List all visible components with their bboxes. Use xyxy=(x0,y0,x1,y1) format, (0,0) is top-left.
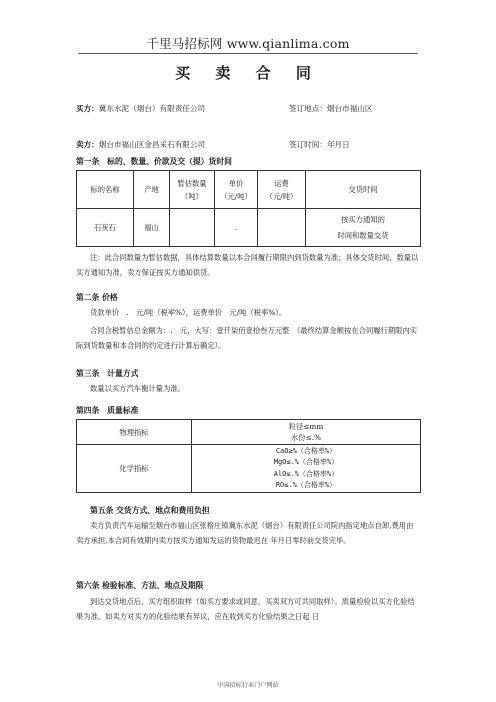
buyer-line xyxy=(76,103,205,114)
sign-time-label: 签订时间： xyxy=(289,140,327,149)
physical-index-particle: 粒径≤mm xyxy=(288,422,324,431)
col-freight-header-line1: 运费 xyxy=(274,178,289,188)
article-5-text: 卖方负责汽车运输至烟台市福山区张格庄镇冀东水泥（烟台）有限责任公司院内指定地点自卸,费用由卖方承担,本合同有效期内卖方按买方通知发运的货物最迟在 年月日零时前交货完毕。 xyxy=(76,521,414,545)
buyer-name: 冀东水泥（烟台）有限责任公司 xyxy=(98,104,206,113)
cell-delivery-time xyxy=(306,209,421,247)
seller-name: 烟台市福山区金昌采石有限公司 xyxy=(98,140,206,149)
col-time-header: 交货时间 xyxy=(306,171,421,209)
document-title: 买 卖 合 同 xyxy=(175,64,321,82)
quality-table xyxy=(76,419,421,493)
col-qty-header xyxy=(170,171,215,209)
col-freight-header-line2: （元/吨） xyxy=(265,191,298,201)
article-1-heading: 第一条 标的、数量、价款及交（提）货时间 xyxy=(76,157,232,166)
article-6-heading: 第六条 检验标准、方法、地点及期限 xyxy=(76,581,204,590)
cell-goods-name: 石灰石 xyxy=(77,209,134,247)
col-price-header-line2: （元/吨） xyxy=(220,191,252,201)
quality-table-row xyxy=(77,445,421,493)
article-2-heading: 第二条 价格 xyxy=(76,293,118,302)
chemical-index-ro: RO≤.%（合格率%） xyxy=(275,481,337,489)
sign-place-line xyxy=(289,103,373,114)
cell-delivery-time-line2: 时间和数量交货 xyxy=(337,231,389,240)
article-1-note: 注：此合同数量为暂估数据，具体结算数量以本合同履行期限内到货数量为准；具体交货时间、数量以买方通知为准，卖方保证按买方通知供货。 xyxy=(76,253,419,277)
col-name-header: 标的名称 xyxy=(77,171,134,209)
cell-price: . xyxy=(215,209,258,247)
chemical-index-cao: CaO≥%（合格率%） xyxy=(275,446,337,455)
physical-index-values xyxy=(192,420,421,445)
article-2-unit-price: 货款单价 . 元/吨（税率%），运费单价 元/吨（税率%）。 xyxy=(90,308,287,317)
col-qty-header-line1: 暂估数量 xyxy=(177,178,207,188)
sign-time-value: 年月日 xyxy=(326,140,350,149)
physical-index-label: 物理指标 xyxy=(77,420,192,445)
sign-place-label: 签订地点： xyxy=(289,104,327,113)
chemical-index-alo: AlO≤.%（合格率%） xyxy=(273,469,339,478)
col-price-header xyxy=(215,171,258,209)
buyer-label: 买方： xyxy=(76,104,99,113)
col-origin-header: 产地 xyxy=(134,171,170,209)
physical-index-moisture: 水份≤.% xyxy=(291,433,321,442)
article-2-total-amount: 合同含税暂估总金额为：. 元，大写：壹仟柒佰壹拾叁万元整 （最终结算金额按在合同履行期限内实际到货数量和本合同的约定进行计算后确定）。 xyxy=(76,326,418,350)
chemical-index-mgo: MgO≤.%（合格率%） xyxy=(273,458,339,466)
col-price-header-line1: 单价 xyxy=(228,178,244,188)
goods-table-header-row xyxy=(77,171,421,209)
col-freight-header xyxy=(258,171,306,209)
col-qty-header-line2: （吨） xyxy=(181,191,203,201)
cell-origin: 福山 xyxy=(134,209,170,247)
article-3-text: 数量以买方汽车衡计量为准。 xyxy=(90,384,185,393)
goods-table-row xyxy=(77,209,421,247)
goods-table xyxy=(76,170,421,247)
header-divider xyxy=(78,53,418,54)
cell-qty xyxy=(170,209,215,247)
sign-place-value: 烟台市福山区 xyxy=(326,104,373,113)
seller-line xyxy=(76,139,205,150)
page-footer: 中国招标行业门户网站 xyxy=(217,682,279,689)
sign-time-line xyxy=(289,139,350,150)
seller-label: 卖方： xyxy=(76,140,99,149)
article-5-heading: 第五条 交货方式、地点和费用负担 xyxy=(90,506,210,515)
article-3-heading: 第三条 计量方式 xyxy=(76,369,139,378)
article-6-text: 到达交货地点后，买方组织取样（如买方要求或同意，买卖双方可共同取样）。质量检验以买方化验结果为准。如卖方对买方的化验结果有异议，应在收到买方化验结果之日起 日 xyxy=(76,597,415,621)
chemical-index-values xyxy=(192,445,421,493)
chemical-index-label: 化学指标 xyxy=(77,445,192,493)
site-header: 千里马招标网 www.qianlima.com xyxy=(146,36,350,51)
article-4-heading: 第四条 质量标准 xyxy=(76,406,139,415)
cell-freight xyxy=(258,209,306,247)
cell-delivery-time-line1: 按买方通知的 xyxy=(341,215,385,224)
quality-table-row xyxy=(77,420,421,445)
